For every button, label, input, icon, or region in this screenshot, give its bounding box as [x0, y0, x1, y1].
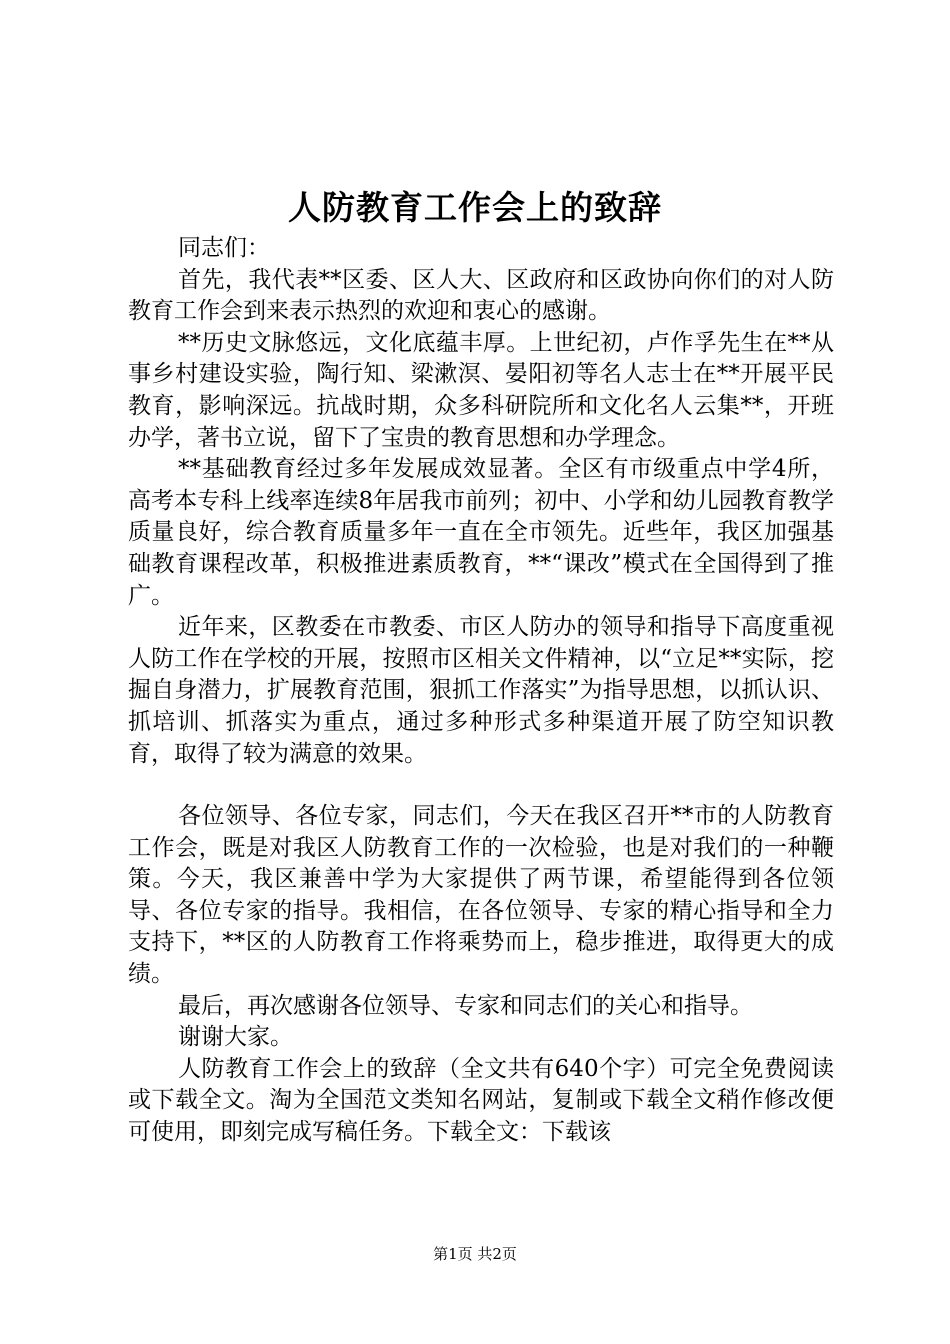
salutation: 同志们： [178, 235, 270, 261]
paragraph-meeting: 各位领导、各位专家，同志们，今天在我区召开**市的人防教育工作会，既是对我区人防教育工作的一次检验，也是对我们的一种鞭策。今天，我区兼善中学为大家提供了两节课，希望能得到各位领导、各位专家的指导。我相信，在各位领导、专家的精心指导和全力支持下，**区的人防教育工作将乘势而上，稳步推进，取得更大的成绩。 [128, 803, 834, 988]
paragraph-download-note: 人防教育工作会上的致辞（全文共有640个字）可完全免费阅读或下载全文。淘为全国范文类知名网站，复制或下载全文稍作修改便可使用，即刻完成写稿任务。下载全文：下载该 [128, 1055, 834, 1146]
document-title: 人防教育工作会上的致辞 [288, 188, 662, 227]
paragraph-welcome: 首先，我代表**区委、区人大、区政府和区政协向你们的对人防教育工作会到来表示热烈的欢迎和衷心的感谢。 [128, 266, 834, 325]
page-number: 第1页 共2页 [433, 1245, 517, 1263]
paragraph-history: **历史文脉悠远，文化底蕴丰厚。上世纪初，卢作孚先生在**从事乡村建设实验，陶行知、梁漱溟、晏阳初等名人志士在**开展平民教育，影响深远。抗战时期，众多科研院所和文化名人云集**，开班办学，著书立说，留下了宝贵的教育思想和办学理念。 [128, 329, 834, 451]
paragraph-closing: 谢谢大家。 [178, 1024, 293, 1051]
paragraph-thanks: 最后，再次感谢各位领导、专家和同志们的关心和指导。 [178, 992, 753, 1019]
paragraph-basic-education: **基础教育经过多年发展成效显著。全区有市级重点中学4所，高考本专科上线率连续8年居我市前列；初中、小学和幼儿园教育教学质量良好，综合教育质量多年一直在全市领先。近些年，我区加强基础教育课程改革，积极推进素质教育，**“课改”模式在全国得到了推广。 [128, 456, 834, 609]
document-body [128, 233, 834, 1149]
paragraph-civil-defense-work: 近年来，区教委在市教委、市区人防办的领导和指导下高度重视人防工作在学校的开展，按照市区相关文件精神，以“立足**实际，挖掘自身潜力，扩展教育范围，狠抓工作落实”为指导思想，以抓认识、抓培训、抓落实为重点，通过多种形式多种渠道开展了防空知识教育，取得了较为满意的效果。 [128, 614, 834, 767]
